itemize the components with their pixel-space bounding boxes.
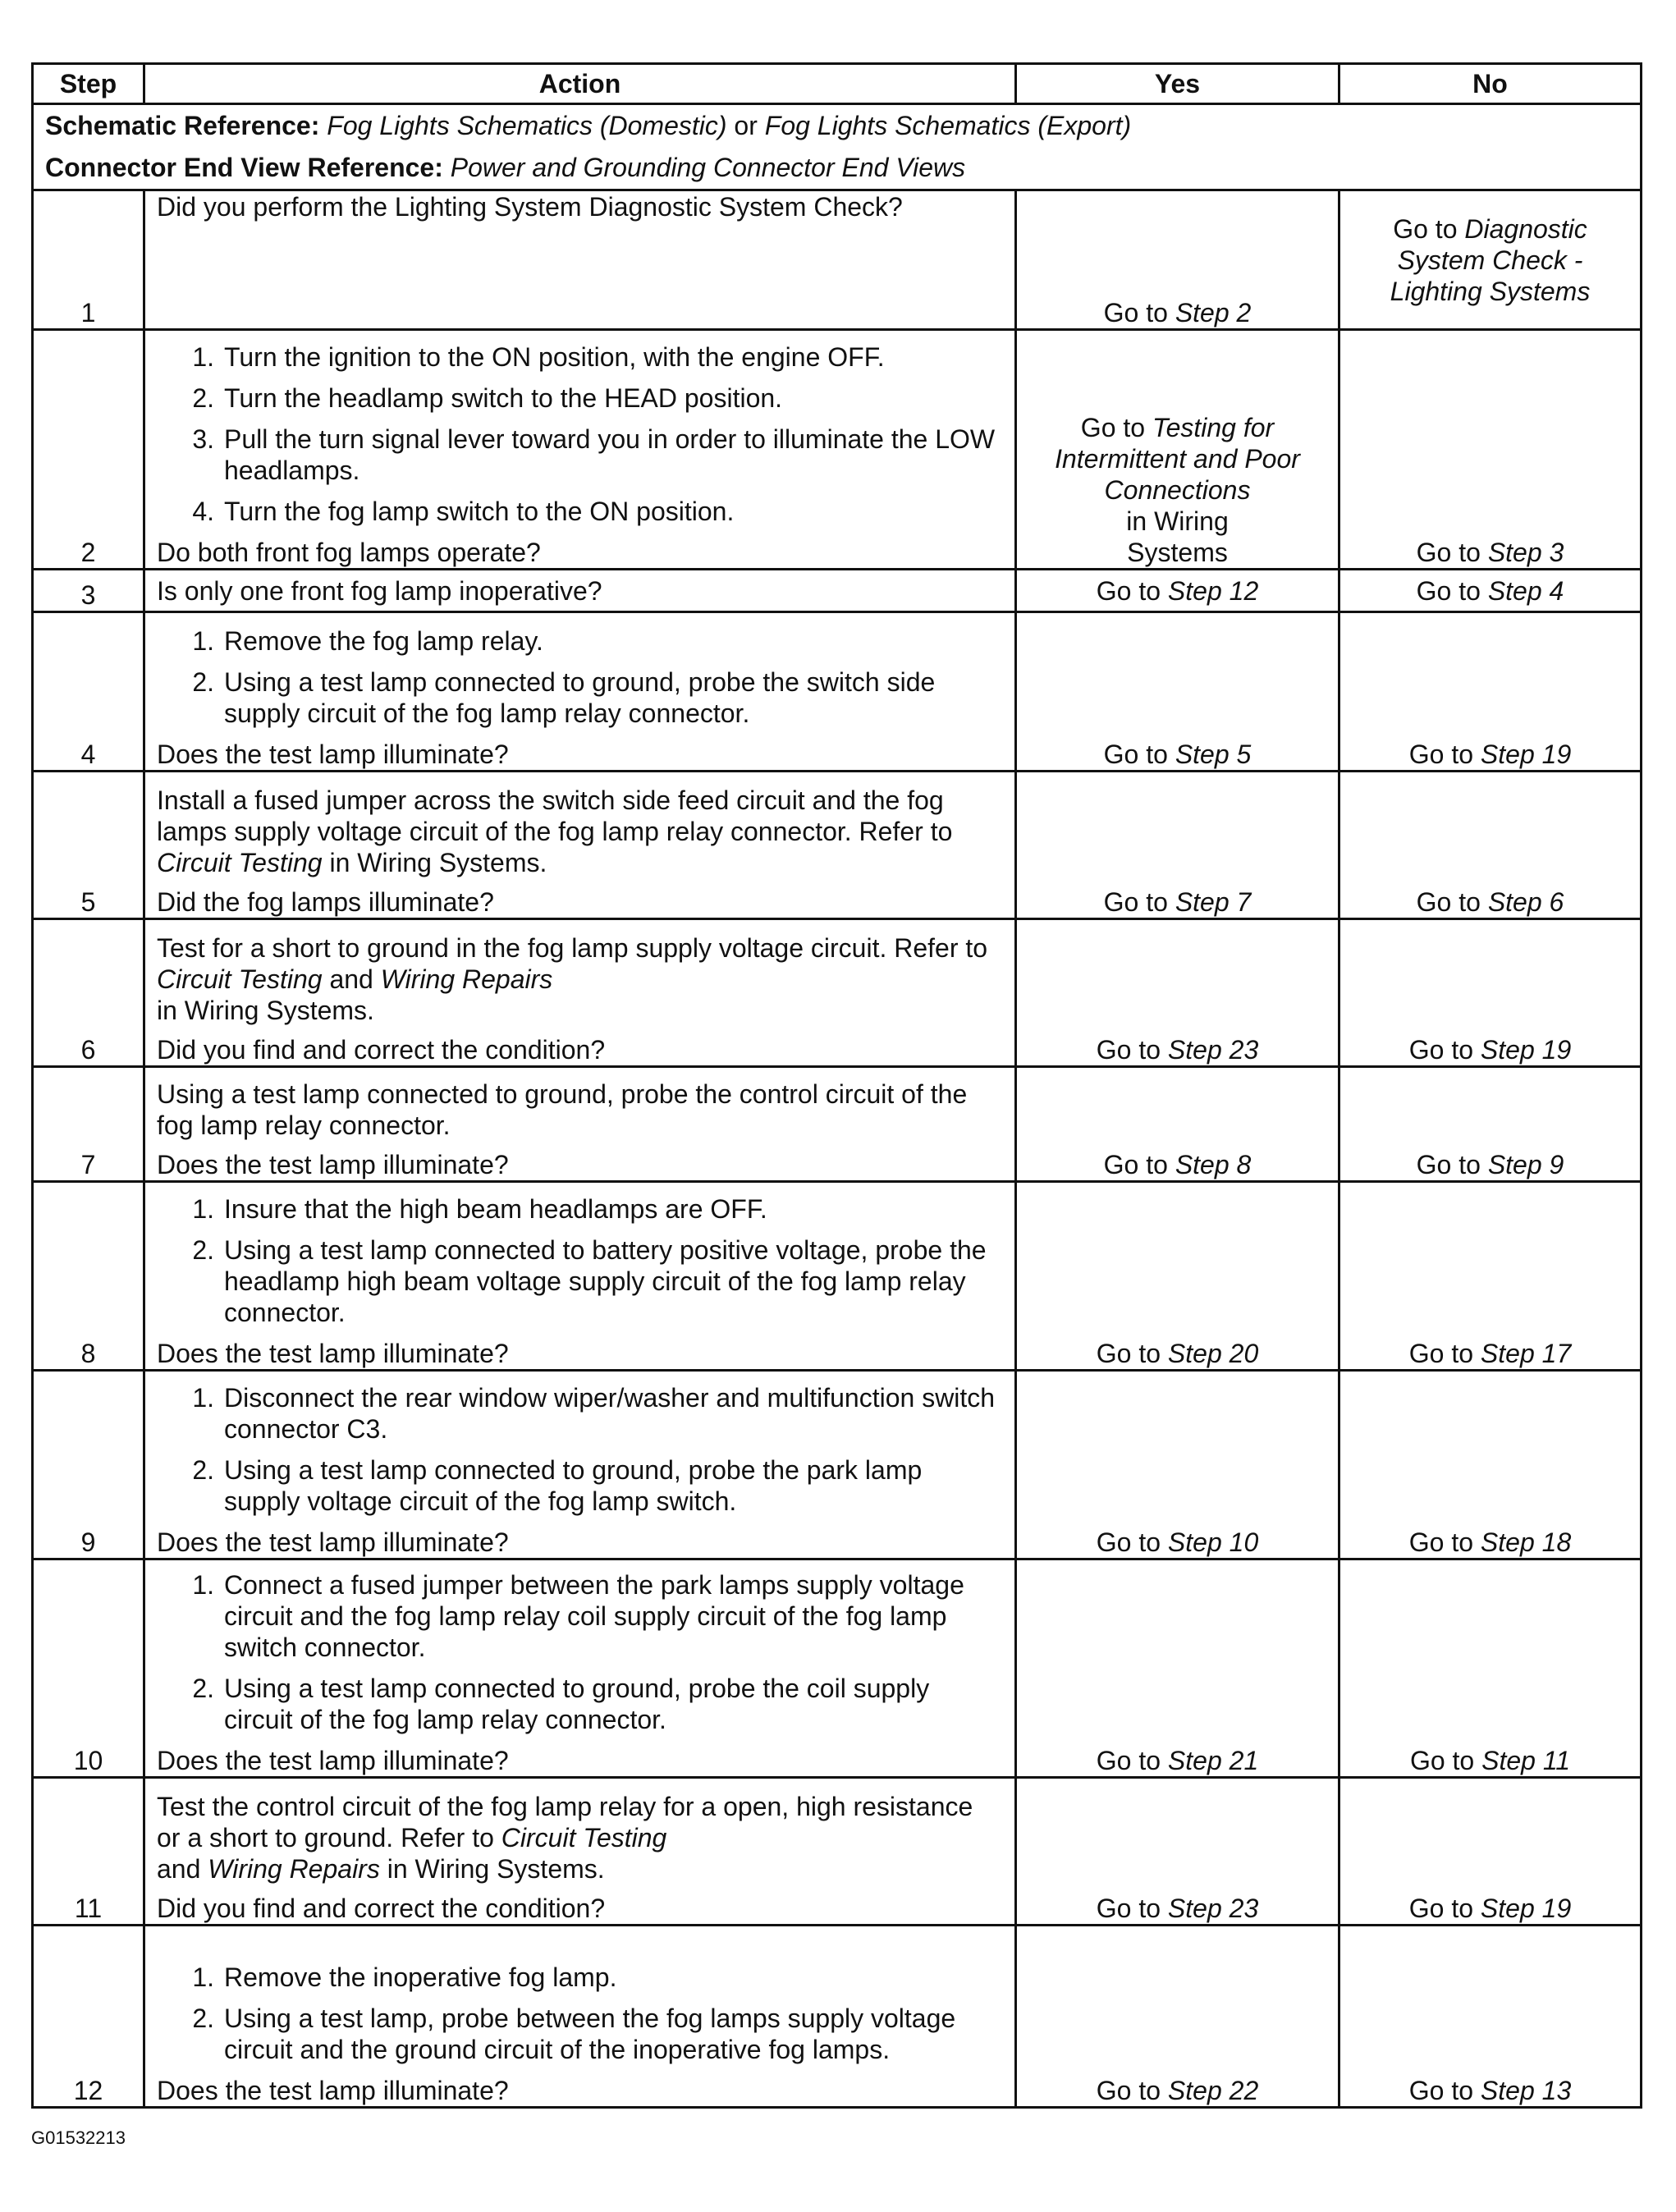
table-row — [33, 1778, 1642, 1926]
action-question: Does the test lamp illuminate? — [157, 2076, 509, 2105]
yes-prefix: Go to — [1096, 1035, 1161, 1065]
step-number: 9 — [33, 1371, 144, 1559]
step-number: 6 — [33, 919, 144, 1067]
no-cell — [1339, 1559, 1642, 1778]
step-number: 5 — [33, 772, 144, 919]
yes-cell — [1016, 570, 1339, 612]
yes-step-link[interactable]: Step 7 — [1175, 887, 1252, 917]
substep-number: 2. — [192, 1235, 214, 1265]
yes-link-line[interactable]: Testing for — [1152, 413, 1275, 442]
step-number: 11 — [33, 1778, 144, 1926]
substep-number: 2. — [192, 667, 214, 697]
substep — [183, 341, 1003, 373]
action-text-part: in Wiring Systems. — [157, 996, 374, 1025]
substep-number: 1. — [192, 342, 214, 372]
action-cell — [144, 919, 1016, 1067]
yes-prefix: Go to — [1080, 413, 1146, 442]
no-cell — [1339, 772, 1642, 919]
schematic-reference — [45, 105, 1628, 147]
yes-suffix: in Wiring — [1126, 506, 1229, 536]
substep-list — [157, 625, 1003, 729]
table-row — [33, 919, 1642, 1067]
no-step-link[interactable]: Step 9 — [1487, 1150, 1564, 1179]
no-prefix: Go to — [1408, 1894, 1474, 1923]
action-question: Does the test lamp illuminate? — [157, 1527, 509, 1557]
step-number: 12 — [33, 1926, 144, 2108]
yes-cell — [1016, 1182, 1339, 1371]
figure-id: G01532213 — [31, 2127, 126, 2148]
substep-number: 2. — [192, 1455, 214, 1485]
yes-cell — [1016, 330, 1339, 570]
wiring-repairs-link[interactable]: Wiring Repairs — [380, 964, 553, 994]
substep — [183, 625, 1003, 657]
no-cell — [1339, 190, 1642, 330]
substep — [183, 382, 1003, 414]
no-cell — [1339, 919, 1642, 1067]
yes-step-link[interactable]: Step 23 — [1167, 1894, 1259, 1923]
no-cell — [1339, 570, 1642, 612]
action-cell — [144, 1182, 1016, 1371]
no-step-link[interactable]: Step 19 — [1480, 1894, 1572, 1923]
yes-prefix: Go to — [1096, 575, 1161, 606]
no-cell — [1339, 1926, 1642, 2108]
yes-prefix: Go to — [1103, 298, 1168, 327]
action-cell — [144, 772, 1016, 919]
table-row — [33, 612, 1642, 772]
yes-prefix: Go to — [1103, 1150, 1168, 1179]
no-cell — [1339, 1182, 1642, 1371]
yes-step-link[interactable]: Step 12 — [1167, 575, 1259, 606]
no-step-link[interactable]: Step 3 — [1487, 538, 1564, 567]
schematic-reference-label: Schematic Reference: — [45, 111, 320, 140]
action-question: Does the test lamp illuminate? — [157, 1339, 509, 1368]
header-row — [33, 64, 1642, 104]
header-yes: Yes — [1016, 64, 1339, 104]
substep-text: Remove the inoperative fog lamp. — [224, 1962, 617, 1992]
yes-prefix: Go to — [1103, 740, 1168, 769]
table-row — [33, 1067, 1642, 1182]
substep-number: 1. — [192, 626, 214, 656]
yes-cell — [1016, 1559, 1339, 1778]
diagnostic-table — [31, 62, 1642, 2109]
action-cell — [144, 1926, 1016, 2108]
action-question: Did you find and correct the condition? — [157, 1894, 606, 1923]
step-number: 3 — [33, 570, 144, 612]
reference-cell — [33, 104, 1642, 190]
no-link-line[interactable]: System Check - — [1397, 245, 1583, 275]
substep-text: Turn the ignition to the ON position, with the engine OFF. — [224, 342, 885, 372]
yes-step-link[interactable]: Step 5 — [1175, 740, 1252, 769]
table-row — [33, 330, 1642, 570]
substep-text: Using a test lamp connected to ground, probe the park lamp supply voltage circuit of the fog lamp switch. — [224, 1455, 923, 1516]
action-text-part: Install a fused jumper across the switch side feed circuit and the fog lamps supply voltage circuit of the fog lamp relay connector. Refer to — [157, 785, 953, 846]
action-cell — [144, 1778, 1016, 1926]
action-cell — [144, 570, 1016, 612]
substep-text: Turn the fog lamp switch to the ON position. — [224, 497, 735, 526]
yes-link-line[interactable]: Connections — [1104, 475, 1251, 505]
yes-step-link[interactable]: Step 2 — [1175, 298, 1252, 327]
connector-reference — [45, 147, 1628, 189]
yes-cell — [1016, 1778, 1339, 1926]
header-action: Action — [144, 64, 1016, 104]
no-step-link[interactable]: Step 6 — [1487, 887, 1564, 917]
yes-cell — [1016, 772, 1339, 919]
substep-text: Using a test lamp connected to ground, probe the coil supply circuit of the fog lamp relay connector. — [224, 1674, 930, 1734]
substep — [183, 2003, 1003, 2065]
substep-number: 4. — [192, 497, 214, 526]
yes-step-link[interactable]: Step 10 — [1167, 1527, 1259, 1557]
no-prefix: Go to — [1408, 1339, 1474, 1368]
action-question: Is only one front fog lamp inoperative? — [157, 575, 602, 606]
table-row — [33, 1371, 1642, 1559]
yes-prefix: Go to — [1096, 1339, 1161, 1368]
action-question: Did you find and correct the condition? — [157, 1035, 606, 1065]
no-prefix: Go to — [1409, 1746, 1475, 1775]
no-prefix: Go to — [1408, 1035, 1474, 1065]
substep — [183, 1234, 1003, 1328]
action-question: Do both front fog lamps operate? — [157, 538, 541, 567]
action-text — [157, 785, 1003, 878]
substep-list — [157, 1962, 1003, 2065]
no-step-link[interactable]: Step 11 — [1481, 1746, 1571, 1775]
substep-text: Remove the fog lamp relay. — [224, 626, 543, 656]
no-cell — [1339, 1067, 1642, 1182]
schematic-link-export[interactable]: Fog Lights Schematics (Export) — [764, 111, 1132, 140]
yes-cell — [1016, 1067, 1339, 1182]
substep-number: 2. — [192, 383, 214, 413]
yes-suffix: Systems — [1127, 538, 1228, 567]
substep-number: 1. — [192, 1194, 214, 1224]
no-prefix: Go to — [1393, 213, 1458, 244]
yes-prefix: Go to — [1096, 2076, 1161, 2105]
action-question: Does the test lamp illuminate? — [157, 740, 509, 769]
connector-link[interactable]: Power and Grounding Connector End Views — [450, 153, 966, 182]
step-number: 8 — [33, 1182, 144, 1371]
substep-text: Disconnect the rear window wiper/washer and multifunction switch connector C3. — [224, 1383, 996, 1444]
yes-cell — [1016, 612, 1339, 772]
no-step-link[interactable]: Step 4 — [1487, 575, 1564, 606]
yes-prefix: Go to — [1103, 887, 1168, 917]
action-text — [157, 932, 1003, 1026]
no-text — [1352, 213, 1628, 307]
circuit-testing-link[interactable]: Circuit Testing — [157, 848, 323, 877]
step-number: 2 — [33, 330, 144, 570]
substep — [183, 1193, 1003, 1225]
action-cell — [144, 1559, 1016, 1778]
reference-row — [33, 104, 1642, 190]
action-text: Did you perform the Lighting System Diagnostic System Check? — [157, 192, 903, 222]
header-no: No — [1339, 64, 1642, 104]
action-cell — [144, 612, 1016, 772]
table-row — [33, 570, 1642, 612]
table-row — [33, 190, 1642, 330]
wiring-repairs-link[interactable]: Wiring Repairs — [208, 1854, 380, 1884]
substep-number: 1. — [192, 1962, 214, 1992]
no-prefix: Go to — [1408, 2076, 1474, 2105]
substep-number: 2. — [192, 1674, 214, 1703]
substep-list — [157, 1569, 1003, 1735]
yes-prefix: Go to — [1096, 1894, 1161, 1923]
step-number: 1 — [33, 190, 144, 330]
no-cell — [1339, 612, 1642, 772]
no-step-link[interactable]: Step 18 — [1480, 1527, 1572, 1557]
step-number: 10 — [33, 1559, 144, 1778]
action-cell — [144, 1067, 1016, 1182]
schematic-link-domestic[interactable]: Fog Lights Schematics (Domestic) — [327, 111, 727, 140]
substep — [183, 496, 1003, 527]
table-row — [33, 1182, 1642, 1371]
connector-reference-label: Connector End View Reference: — [45, 153, 443, 182]
action-text-part: and — [329, 964, 373, 994]
circuit-testing-link[interactable]: Circuit Testing — [501, 1823, 667, 1852]
schematic-or: or — [734, 111, 758, 140]
action-cell — [144, 190, 1016, 330]
action-cell — [144, 1371, 1016, 1559]
no-prefix: Go to — [1416, 1150, 1481, 1179]
substep — [183, 666, 1003, 729]
no-step-link[interactable]: Step 13 — [1480, 2076, 1572, 2105]
yes-cell — [1016, 1926, 1339, 2108]
substep-number: 1. — [192, 1383, 214, 1413]
no-step-link[interactable]: Step 17 — [1480, 1339, 1572, 1368]
yes-step-link[interactable]: Step 23 — [1167, 1035, 1259, 1065]
action-text — [157, 1791, 1003, 1885]
no-prefix: Go to — [1408, 1527, 1474, 1557]
substep-list — [157, 1382, 1003, 1517]
yes-cell — [1016, 919, 1339, 1067]
no-cell — [1339, 1371, 1642, 1559]
no-link-line[interactable]: Diagnostic — [1464, 213, 1587, 244]
substep — [183, 1382, 1003, 1445]
step-number: 7 — [33, 1067, 144, 1182]
substep-number: 3. — [192, 424, 214, 454]
substep — [183, 1454, 1003, 1517]
no-link-line[interactable]: Lighting Systems — [1390, 276, 1591, 306]
table-row — [33, 1926, 1642, 2108]
substep-text: Using a test lamp connected to battery positive voltage, probe the headlamp high beam voltage supply circuit of the fog lamp relay connector. — [224, 1235, 987, 1327]
no-prefix: Go to — [1408, 740, 1474, 769]
action-cell — [144, 330, 1016, 570]
substep-text: Insure that the high beam headlamps are OFF. — [224, 1194, 767, 1224]
table-row — [33, 1559, 1642, 1778]
action-text: Using a test lamp connected to ground, probe the control circuit of the fog lamp relay connector. — [157, 1079, 968, 1140]
substep — [183, 1962, 1003, 1993]
yes-cell — [1016, 1371, 1339, 1559]
substep-list — [157, 341, 1003, 527]
action-question: Does the test lamp illuminate? — [157, 1150, 509, 1179]
step-number: 4 — [33, 612, 144, 772]
action-text-part: Test for a short to ground in the fog lamp supply voltage circuit. Refer to — [157, 933, 988, 963]
substep — [183, 424, 1003, 486]
substep — [183, 1569, 1003, 1663]
action-text-part: Test the control circuit of the fog lamp relay for a open, high resistance or a short to ground. Refer to — [157, 1792, 973, 1852]
yes-link-line[interactable]: Intermittent and Poor — [1055, 444, 1300, 474]
no-cell — [1339, 330, 1642, 570]
action-question: Does the test lamp illuminate? — [157, 1746, 509, 1775]
substep-list — [157, 1193, 1003, 1328]
substep — [183, 1673, 1003, 1735]
no-prefix: Go to — [1416, 887, 1481, 917]
yes-step-link[interactable]: Step 20 — [1167, 1339, 1259, 1368]
substep-text: Turn the headlamp switch to the HEAD position. — [224, 383, 783, 413]
no-step-link[interactable]: Step 19 — [1480, 1035, 1572, 1065]
substep-text: Using a test lamp connected to ground, probe the switch side supply circuit of the fog lamp relay connector. — [224, 667, 936, 728]
header-step: Step — [33, 64, 144, 104]
no-step-link[interactable]: Step 19 — [1480, 740, 1572, 769]
yes-prefix: Go to — [1096, 1527, 1161, 1557]
yes-prefix: Go to — [1096, 1746, 1161, 1775]
no-prefix: Go to — [1416, 575, 1481, 606]
substep-number: 1. — [192, 1570, 214, 1600]
table-row — [33, 772, 1642, 919]
yes-step-link[interactable]: Step 22 — [1167, 2076, 1259, 2105]
action-text-part: in Wiring Systems. — [387, 1854, 605, 1884]
no-prefix: Go to — [1416, 538, 1481, 567]
substep-text: Connect a fused jumper between the park lamps supply voltage circuit and the fog lamp relay coil supply circuit of the fog lamp switch connector. — [224, 1570, 964, 1662]
circuit-testing-link[interactable]: Circuit Testing — [157, 964, 323, 994]
yes-cell — [1016, 190, 1339, 330]
action-text-part: in Wiring Systems. — [329, 848, 547, 877]
yes-step-link[interactable]: Step 21 — [1167, 1746, 1259, 1775]
action-text-part: and — [157, 1854, 201, 1884]
substep-text: Pull the turn signal lever toward you in order to illuminate the LOW headlamps. — [224, 424, 996, 485]
action-question: Did the fog lamps illuminate? — [157, 887, 494, 917]
no-cell — [1339, 1778, 1642, 1926]
substep-text: Using a test lamp, probe between the fog lamps supply voltage circuit and the ground circuit of the inoperative fog lamps. — [224, 2004, 956, 2064]
substep-number: 2. — [192, 2004, 214, 2033]
yes-step-link[interactable]: Step 8 — [1175, 1150, 1252, 1179]
